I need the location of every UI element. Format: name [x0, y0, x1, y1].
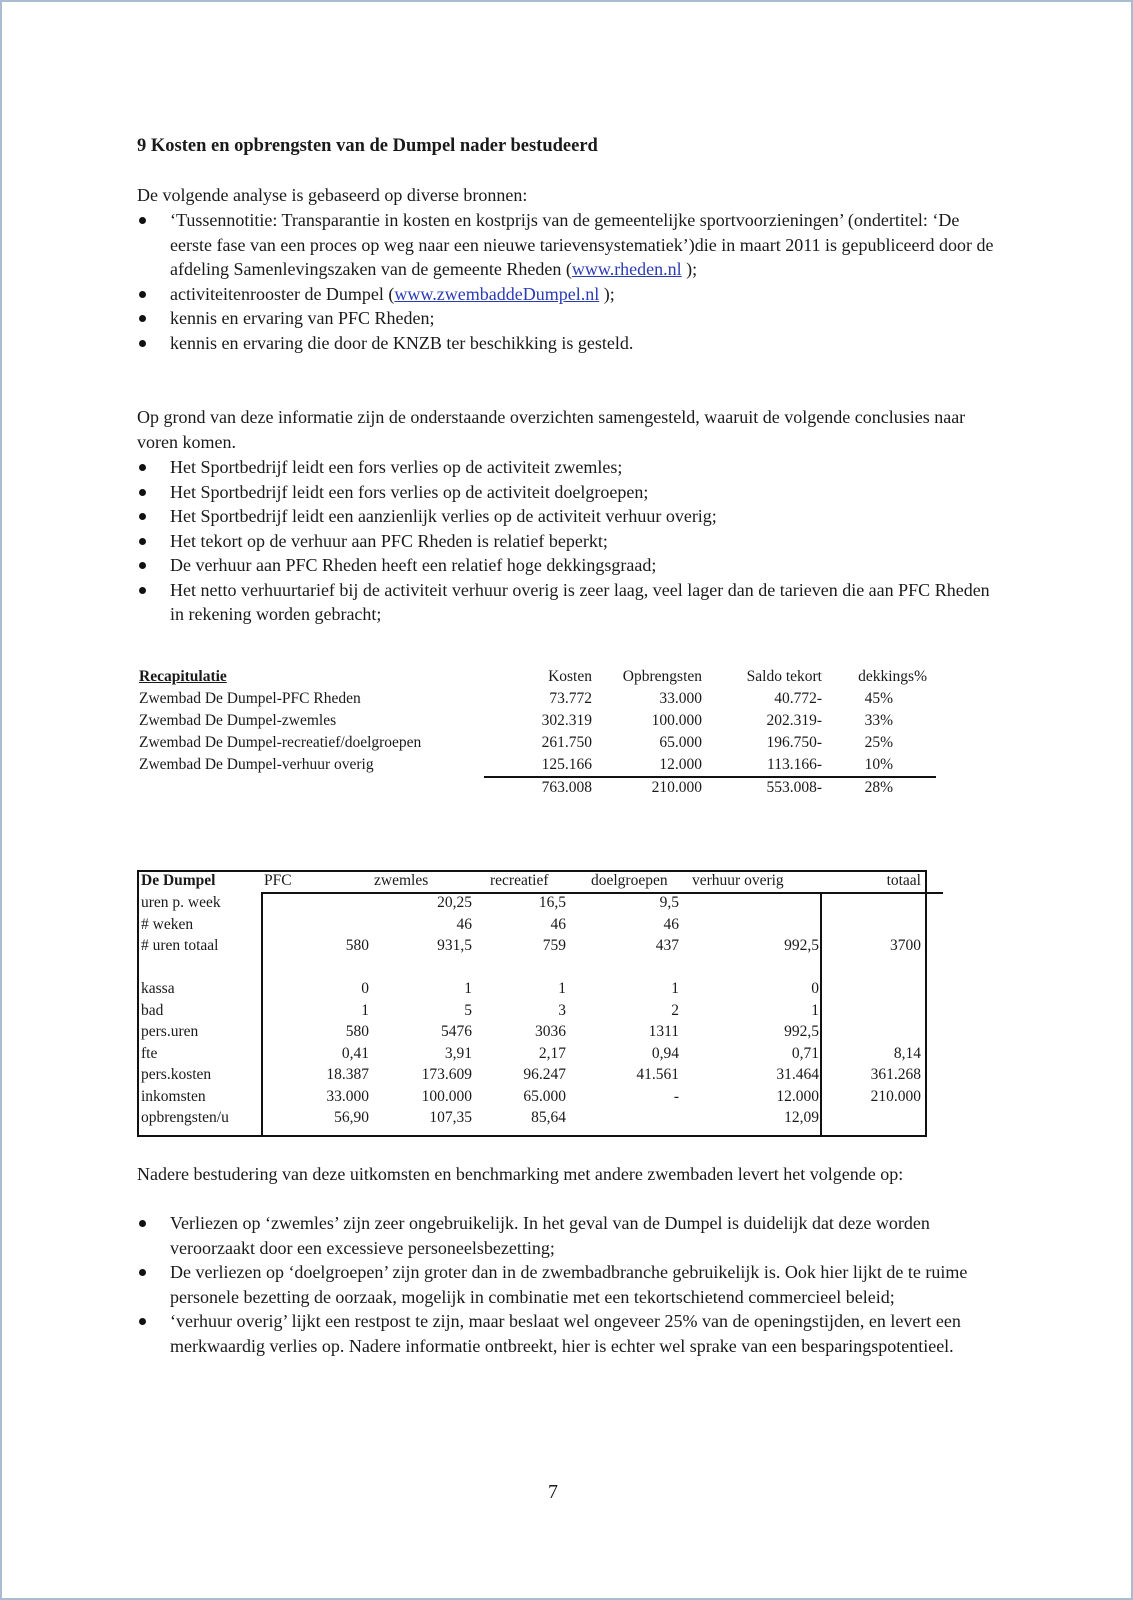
- table-cell: -: [673, 1087, 679, 1105]
- recap-title: Recapitulatie: [139, 668, 227, 685]
- section-heading: 9 Kosten en opbrengsten van de Dumpel nader bestudeerd: [137, 136, 598, 156]
- table-cell: 85,64: [531, 1109, 566, 1126]
- table-cell: 992,5: [784, 937, 819, 954]
- recap-cell: 12.000: [659, 756, 702, 773]
- table-cell: 8,14: [893, 1044, 921, 1062]
- table-cell: 0: [361, 980, 369, 997]
- table-cell: 0: [811, 980, 819, 997]
- bullet-icon: [139, 217, 146, 224]
- table-cell: 65.000: [523, 1087, 566, 1105]
- table-cell: 33.000: [326, 1087, 369, 1105]
- source-item: kennis en ervaring van PFC Rheden;: [137, 306, 997, 331]
- col-header-pfc: PFC: [264, 872, 292, 889]
- conclusions-list: [137, 455, 997, 627]
- finding-item: Verliezen op ‘zwemles’ zijn zeer ongebruikelijk. In het geval van de Dumpel is duidelijk dat deze worden veroorzaakt door een excessieve personeelsbezetting;: [137, 1211, 997, 1260]
- table-cell: 100.000: [421, 1087, 472, 1105]
- rheden-link[interactable]: www.rheden.nl: [571, 259, 682, 279]
- table-cell: 12,09: [784, 1109, 819, 1126]
- table-cell: 5: [464, 1001, 472, 1019]
- table-cell: 56,90: [334, 1109, 369, 1126]
- recap-cell: 202.319-: [766, 712, 822, 729]
- table-cell: 992,5: [784, 1023, 819, 1040]
- conclusion-item: Het tekort op de verhuur aan PFC Rheden is relatief beperkt;: [137, 529, 997, 554]
- table-cell: 210.000: [870, 1087, 921, 1105]
- bullet-icon: [139, 489, 146, 496]
- table-cell: 3700: [890, 937, 921, 954]
- conclusion-item: Het Sportbedrijf leidt een aanzienlijk verlies op de activiteit verhuur overig;: [137, 504, 997, 529]
- bullet-icon: [139, 562, 146, 569]
- source-item: ‘Tussennotitie: Transparantie in kosten en kostprijs van de gemeentelijke sportvoorzieningen’ (ondertitel: ‘De eerste fase van een proces op weg naar een nieuwe tarievensystematiek’)die in maart 2011 is gepubliceerd door de afdeling Samenlevingszaken van de gemeente Rheden (www.rheden.nl );: [137, 208, 997, 282]
- table-cell: 18.387: [326, 1066, 369, 1083]
- finding-item: ‘verhuur overig’ lijkt een restpost te zijn, maar beslaat wel ongeveer 25% van de openingstijden, en levert een merkwaardig verlies op. Nadere informatie ontbreekt, hier is echter wel sprake van een besparingspotentieel.: [137, 1309, 997, 1358]
- recap-cell: 45%: [864, 690, 893, 707]
- table-cell: 0,41: [341, 1044, 369, 1062]
- table-cell: 1311: [648, 1023, 679, 1040]
- findings-list: [137, 1211, 997, 1358]
- table-cell: 5476: [441, 1023, 472, 1040]
- table-cell: 107,35: [429, 1109, 472, 1126]
- table-cell: 20,25: [437, 894, 472, 911]
- zwembad-dumpel-link[interactable]: www.zwembaddeDumpel.nl: [394, 283, 600, 304]
- bullet-icon: [139, 513, 146, 520]
- source-item: activiteitenrooster de Dumpel (www.zwembaddeDumpel.nl );: [137, 282, 997, 307]
- bullet-icon: [139, 315, 146, 322]
- table-cell: 0,94: [651, 1044, 679, 1062]
- table-cell: 2,17: [538, 1044, 566, 1062]
- bullet-icon: [139, 538, 146, 545]
- row-label: pers.kosten: [141, 1066, 212, 1083]
- table-cell: 580: [345, 1023, 369, 1040]
- row-label: kassa: [141, 980, 175, 997]
- recap-row-label: Zwembad De Dumpel-PFC Rheden: [139, 690, 361, 707]
- source-item: kennis en ervaring die door de KNZB ter beschikking is gesteld.: [137, 331, 997, 356]
- table-cell: 0,71: [791, 1044, 819, 1062]
- row-label: bad: [141, 1001, 164, 1019]
- row-label: pers.uren: [141, 1023, 199, 1040]
- table-cell: 3036: [535, 1023, 566, 1040]
- recap-cell: 302.319: [541, 712, 592, 729]
- table-cell: 3: [558, 1001, 566, 1019]
- col-header-verhuur-overig: verhuur overig: [692, 872, 784, 889]
- col-header-zwemles: zwemles: [374, 872, 429, 889]
- table-cell: 3,91: [444, 1044, 472, 1062]
- table-title: De Dumpel: [141, 872, 216, 889]
- recap-col-header: Opbrengsten: [622, 668, 702, 685]
- table-cell: 9,5: [659, 894, 679, 911]
- table-cell: 1: [361, 1001, 369, 1019]
- row-label: uren p. week: [141, 894, 221, 911]
- page-number: 7: [548, 1481, 558, 1503]
- recap-table: [137, 666, 937, 796]
- table-cell: 16,5: [538, 894, 566, 911]
- table-cell: 46: [663, 915, 679, 933]
- recap-row-label: Zwembad De Dumpel-zwemles: [139, 712, 337, 729]
- recap-col-header: Kosten: [548, 668, 592, 685]
- table-cell: 1: [811, 1001, 819, 1019]
- recap-total-cell: 210.000: [651, 779, 702, 796]
- row-label: fte: [141, 1044, 158, 1062]
- recap-cell: 113.166-: [767, 756, 822, 773]
- col-header-totaal: totaal: [886, 872, 921, 889]
- table-cell: 931,5: [437, 937, 472, 954]
- bullet-icon: [139, 1269, 146, 1276]
- table-cell: 1: [558, 980, 566, 997]
- table-cell: 12.000: [776, 1087, 819, 1105]
- recap-row-label: Zwembad De Dumpel-verhuur overig: [139, 756, 374, 773]
- col-header-doelgroepen: doelgroepen: [591, 872, 668, 889]
- recap-cell: 261.750: [541, 734, 592, 751]
- col-header-recreatief: recreatief: [490, 872, 549, 889]
- recap-cell: 125.166: [541, 756, 592, 773]
- recap-total-cell: 553.008-: [766, 779, 822, 796]
- total-column-divider: [820, 892, 822, 1135]
- table-cell: 759: [542, 937, 566, 954]
- table-cell: 46: [456, 915, 472, 933]
- row-label: # uren totaal: [141, 937, 219, 954]
- conclusion-item: Het Sportbedrijf leidt een fors verlies op de activiteit zwemles;: [137, 455, 997, 480]
- table-cell: 1: [464, 980, 472, 997]
- recap-total-cell: 28%: [864, 779, 893, 796]
- bullet-icon: [139, 1318, 146, 1325]
- table-cell: 437: [655, 937, 679, 954]
- table-cell: 41.561: [636, 1066, 679, 1083]
- recap-cell: 25%: [864, 734, 893, 751]
- recap-cell: 33%: [864, 712, 893, 729]
- row-label: # weken: [141, 915, 194, 933]
- recap-row-label: Zwembad De Dumpel-recreatief/doelgroepen: [139, 734, 422, 751]
- recap-cell: 65.000: [659, 734, 702, 751]
- conclusions-intro: Op grond van deze informatie zijn de onderstaande overzichten samengesteld, waaruit de volgende conclusies naar voren komen.: [137, 407, 966, 452]
- sources-intro: De volgende analyse is gebaseerd op diverse bronnen:: [137, 185, 528, 205]
- bullet-icon: [139, 1220, 146, 1227]
- conclusion-item: Het Sportbedrijf leidt een fors verlies op de activiteit doelgroepen;: [137, 480, 997, 505]
- recap-total-cell: 763.008: [541, 779, 592, 796]
- table-cell: 1: [671, 980, 679, 997]
- conclusion-item: De verhuur aan PFC Rheden heeft een relatief hoge dekkingsgraad;: [137, 553, 997, 578]
- table-cell: 173.609: [421, 1066, 472, 1083]
- table-cell: 361.268: [870, 1066, 921, 1083]
- findings-intro: Nadere bestudering van deze uitkomsten en benchmarking met andere zwembaden levert het volgende op:: [137, 1164, 904, 1184]
- recap-cell: 196.750-: [766, 734, 822, 751]
- recap-col-header: dekkings%: [858, 668, 927, 685]
- recap-cell: 40.772-: [774, 690, 822, 707]
- recap-cell: 10%: [864, 756, 893, 773]
- table-cell: 580: [345, 937, 369, 954]
- recap-cell: 100.000: [651, 712, 702, 729]
- recap-cell: 73.772: [549, 690, 592, 707]
- dumpel-table: [137, 870, 927, 1137]
- row-label: inkomsten: [141, 1087, 206, 1105]
- bullet-icon: [139, 340, 146, 347]
- bullet-icon: [139, 291, 146, 298]
- sources-list: [137, 208, 997, 355]
- row-label: opbrengsten/u: [141, 1109, 229, 1126]
- conclusion-item: Het netto verhuurtarief bij de activiteit verhuur overig is zeer laag, veel lager dan de tarieven die aan PFC Rheden in rekening worden gebracht;: [137, 578, 997, 627]
- table-cell: 46: [550, 915, 566, 933]
- table-cell: 2: [671, 1001, 679, 1019]
- recap-col-header: Saldo tekort: [746, 668, 822, 685]
- finding-item: De verliezen op ‘doelgroepen’ zijn groter dan in de zwembadbranche gebruikelijk is. Ook hier lijkt de te ruime personele bezetting de oorzaak, mogelijk in combinatie met een tekortschietend commercieel beleid;: [137, 1260, 997, 1309]
- table-cell: 31.464: [776, 1066, 819, 1083]
- bullet-icon: [139, 587, 146, 594]
- recap-cell: 33.000: [659, 690, 702, 707]
- table-cell: 96.247: [523, 1066, 566, 1083]
- bullet-icon: [139, 464, 146, 471]
